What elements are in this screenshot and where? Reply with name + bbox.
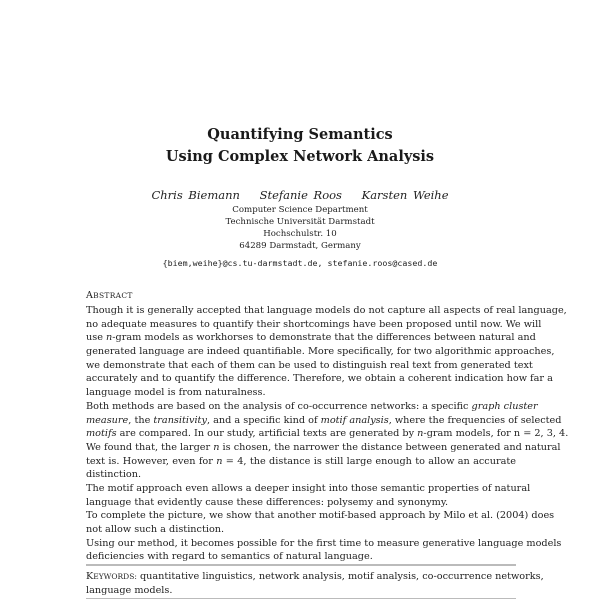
- text-segment: The motif approach even allows a deeper insight into those semantic properties of natural: [86, 482, 531, 494]
- abstract-line: [86, 331, 536, 345]
- text-segment: is chosen, the narrower the distance between generated and natural: [219, 441, 561, 453]
- abstract-line: [86, 550, 516, 564]
- abstract-line: [86, 468, 516, 482]
- keywords-label-initial: K: [86, 571, 94, 582]
- text-segment: To complete the picture, we show that another motif-based approach by Milo et al. (2004) does: [86, 510, 555, 522]
- abstract-line: [86, 496, 516, 510]
- abstract-line: [86, 441, 561, 455]
- italic-term: motifs: [86, 428, 117, 440]
- keywords: [86, 570, 544, 597]
- divider: [86, 564, 516, 566]
- keywords-line: language models.: [86, 584, 173, 596]
- italic-term: transitivity: [153, 414, 207, 426]
- abstract-line: [86, 523, 516, 537]
- affiliation-department: Computer Science Department: [232, 205, 368, 215]
- abstract-line: [86, 455, 516, 469]
- text-segment: We found that, the larger: [86, 441, 214, 453]
- text-segment: Using our method, it becomes possible for the first time to measure generative language models: [86, 537, 562, 549]
- text-segment: , where the frequencies of selected: [388, 414, 562, 426]
- abstract-line: [86, 427, 569, 441]
- abstract-line: [86, 359, 533, 373]
- paper-title-line-2: Using Complex Network Analysis: [165, 148, 435, 165]
- abstract-heading-initial: A: [86, 290, 94, 301]
- paper-title-line-1: Quantifying Semantics: [207, 126, 393, 143]
- author: Karsten Weihe: [361, 188, 449, 202]
- text-segment: deficiencies with regard to semantics of natural language.: [86, 551, 373, 563]
- author-emails: {biem,weihe}@cs.tu-darmstadt.de, stefanie.roos@cased.de: [162, 258, 438, 268]
- abstract-heading-rest: BSTRACT: [93, 291, 133, 300]
- text-segment: , and a specific kind of: [206, 414, 321, 426]
- text-segment: accurately and to quantify the difference. Therefore, we obtain a coherent indication how far a: [86, 373, 553, 385]
- keywords-line: [86, 570, 544, 584]
- abstract-line: [86, 537, 562, 551]
- text-segment: Though it is generally accepted that language models do not capture all aspects of real language,: [86, 305, 567, 316]
- text-segment: generated language are indeed quantifiable. More specifically, for two algorithmic approaches,: [86, 346, 555, 358]
- abstract-line: [86, 400, 538, 414]
- abstract-body: [86, 304, 569, 564]
- abstract-heading: [86, 290, 133, 301]
- author: Stefanie Roos: [259, 188, 342, 202]
- divider: [86, 598, 516, 599]
- italic-term: graph cluster: [471, 400, 538, 412]
- text-segment: language model is from naturalness.: [86, 387, 266, 399]
- affiliation-city: 64289 Darmstadt, Germany: [239, 241, 361, 251]
- text-segment: language that evidently cause these differences: polysemy and synonymy.: [86, 496, 449, 508]
- abstract-line: [86, 509, 555, 523]
- abstract-line: [86, 386, 516, 400]
- text-segment: -gram models as workhorses to demonstrate that the differences between natural and: [112, 332, 536, 344]
- italic-term: measure: [86, 414, 129, 426]
- text-segment: text is. However, even for: [86, 455, 217, 467]
- affiliation-street: Hochschulstr. 10: [263, 229, 337, 239]
- text-segment: distinction.: [86, 469, 142, 481]
- abstract-line: [86, 372, 553, 386]
- text-segment: , the: [128, 414, 154, 426]
- keywords-label: EYWORDS:: [93, 572, 137, 581]
- keywords-text: quantitative linguistics, network analysis, motif analysis, co-occurrence networks,: [139, 571, 544, 582]
- author-list: [0, 188, 600, 202]
- text-segment: no adequate measures to quantify their shortcomings have been proposed until now. We will: [86, 318, 542, 330]
- abstract-line: [86, 304, 567, 318]
- italic-term: motif analysis: [320, 414, 389, 426]
- text-segment: -gram models, for n = 2, 3, 4.: [423, 428, 569, 440]
- abstract-line: [86, 414, 562, 428]
- abstract-line: [86, 345, 555, 359]
- text-segment: Both methods are based on the analysis of co-occurrence networks: a specific: [86, 400, 472, 412]
- italic-term: n: [417, 428, 424, 440]
- text-segment: use: [86, 332, 107, 344]
- italic-term: n: [213, 441, 220, 453]
- abstract-line: [86, 482, 531, 496]
- text-segment: = 4, the distance is still large enough to allow an accurate: [222, 455, 516, 467]
- author: Chris Biemann: [151, 188, 240, 202]
- abstract-line: [86, 318, 542, 332]
- italic-term: n: [216, 455, 223, 467]
- italic-term: n: [106, 332, 113, 344]
- text-segment: not allow such a distinction.: [86, 524, 225, 535]
- affiliation-university: Technische Universität Darmstadt: [225, 217, 375, 227]
- text-segment: are compared. In our study, artificial texts are generated by: [116, 428, 418, 440]
- text-segment: we demonstrate that each of them can be used to distinguish real text from generated text: [86, 359, 533, 371]
